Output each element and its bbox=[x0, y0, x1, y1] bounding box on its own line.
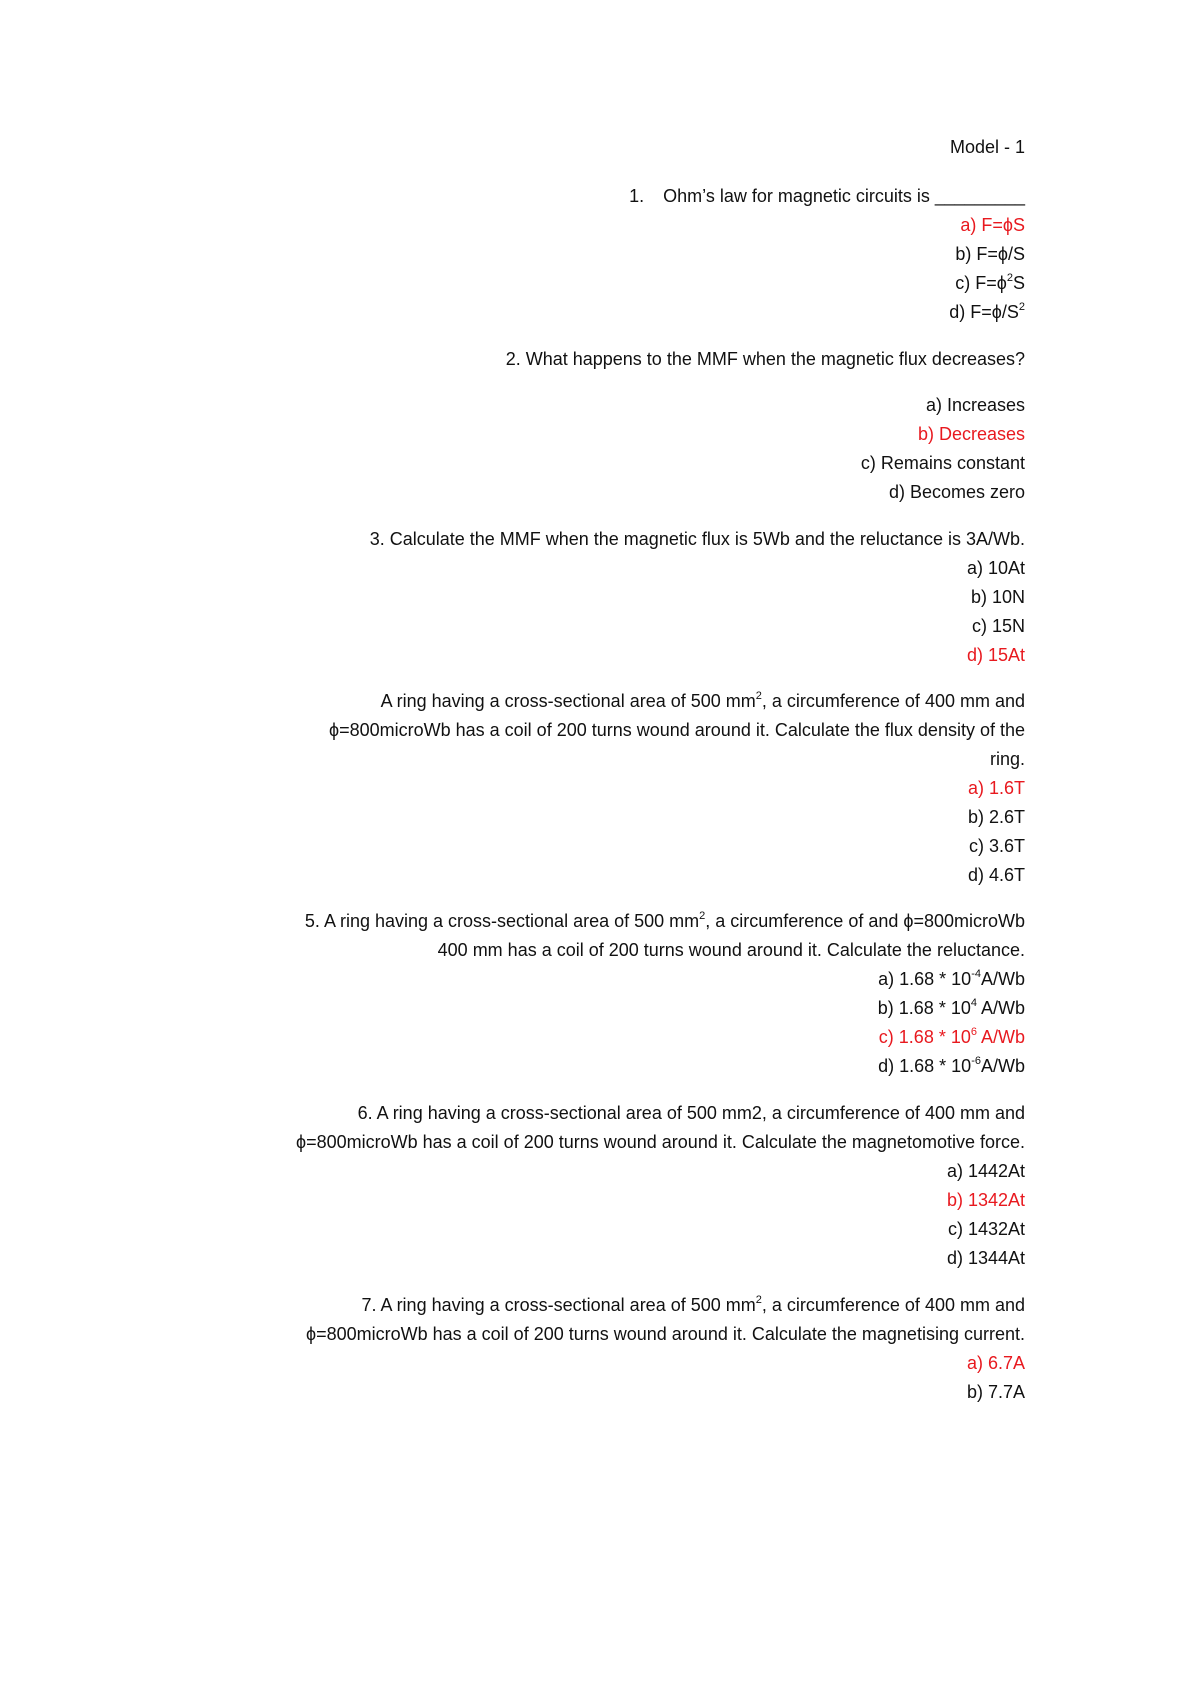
question-6-option-a: a) 1442At bbox=[946, 1161, 1025, 1181]
question-7-line-1: 7. A ring having a cross-sectional area of 500 $mm^2$, a circumference of 400 mm and bbox=[361, 1294, 1025, 1315]
question-1-option-d: d) $F=\phi/S^2$ bbox=[949, 301, 1025, 322]
question-3-option-b: b) 10N bbox=[970, 587, 1025, 607]
question-6-option-b: b) 1342At bbox=[946, 1190, 1025, 1210]
question-3-option-a: a) 10At bbox=[966, 558, 1025, 578]
question-7-option-b: b) 7.7A bbox=[966, 1382, 1025, 1402]
question-5-option-a: a) $1.68 * 10^{-4}A/Wb$ bbox=[878, 968, 1025, 989]
question-3-text: 3. Calculate the MMF when the magnetic flux is 5Wb and the reluctance is 3A/Wb. bbox=[369, 529, 1025, 549]
question-1-number: 1. bbox=[629, 186, 645, 206]
question-2-option-d: d) Becomes zero bbox=[888, 482, 1025, 502]
question-5-line-1: 5. A ring having a cross-sectional area of 500 $mm^2$, a circumference of and ϕ=800microWb bbox=[304, 910, 1025, 931]
question-3-option-c: c) 15N bbox=[971, 616, 1025, 636]
question-2-option-a: a) Increases bbox=[925, 395, 1025, 415]
question-5-line-2: 400 mm has a coil of 200 turns wound around it. Calculate the reluctance. bbox=[437, 940, 1025, 960]
question-1-option-c: c) $F=\phi^2S$ bbox=[955, 272, 1025, 293]
question-1-option-b: b) F=ϕ/S bbox=[955, 244, 1025, 264]
page-title: Model - 1 bbox=[949, 137, 1025, 157]
question-4-line-1: A ring having a cross-sectional area of 500 $mm^2$, a circumference of 400 mm and bbox=[380, 690, 1025, 711]
question-4-option-d: d) 4.6T bbox=[967, 865, 1025, 885]
question-1-option-a: a) F=ϕS bbox=[960, 215, 1025, 235]
question-6-line-2: ϕ=800microWb has a coil of 200 turns wound around it. Calculate the magnetomotive force. bbox=[296, 1132, 1025, 1152]
question-2-option-b: b) Decreases bbox=[917, 424, 1025, 444]
question-6-line-1: 6. A ring having a cross-sectional area of 500 mm2, a circumference of 400 mm and bbox=[357, 1103, 1025, 1123]
question-7-line-2: ϕ=800microWb has a coil of 200 turns wound around it. Calculate the magnetising current. bbox=[306, 1324, 1025, 1344]
question-6-option-c: c) 1432At bbox=[947, 1219, 1025, 1239]
question-7-option-a: a) 6.7A bbox=[966, 1353, 1025, 1373]
question-4-option-b: b) 2.6T bbox=[967, 807, 1025, 827]
question-4-option-c: c) 3.6T bbox=[968, 836, 1025, 856]
question-4-line-2: ϕ=800microWb has a coil of 200 turns wound around it. Calculate the flux density of the bbox=[329, 720, 1025, 740]
question-5-option-d: d) $1.68 * 10^{-6}A/Wb$ bbox=[878, 1055, 1025, 1076]
question-5-option-c: c) $1.68 * 10^6$ A/Wb bbox=[878, 1026, 1025, 1047]
question-1 bbox=[629, 185, 1025, 207]
question-2-option-c: c) Remains constant bbox=[860, 453, 1025, 473]
question-3-option-d: d) 15At bbox=[966, 645, 1025, 665]
question-6-option-d: d) 1344At bbox=[946, 1248, 1025, 1268]
question-4-line-3: ring. bbox=[989, 749, 1025, 769]
question-1-text: Ohm’s law for magnetic circuits is _________ bbox=[663, 186, 1025, 206]
question-4-option-a: a) 1.6T bbox=[967, 778, 1025, 798]
question-5-option-b: b) $1.68 * 10^4$ A/Wb bbox=[877, 997, 1025, 1018]
question-2-text: 2. What happens to the MMF when the magnetic flux decreases? bbox=[505, 349, 1025, 369]
